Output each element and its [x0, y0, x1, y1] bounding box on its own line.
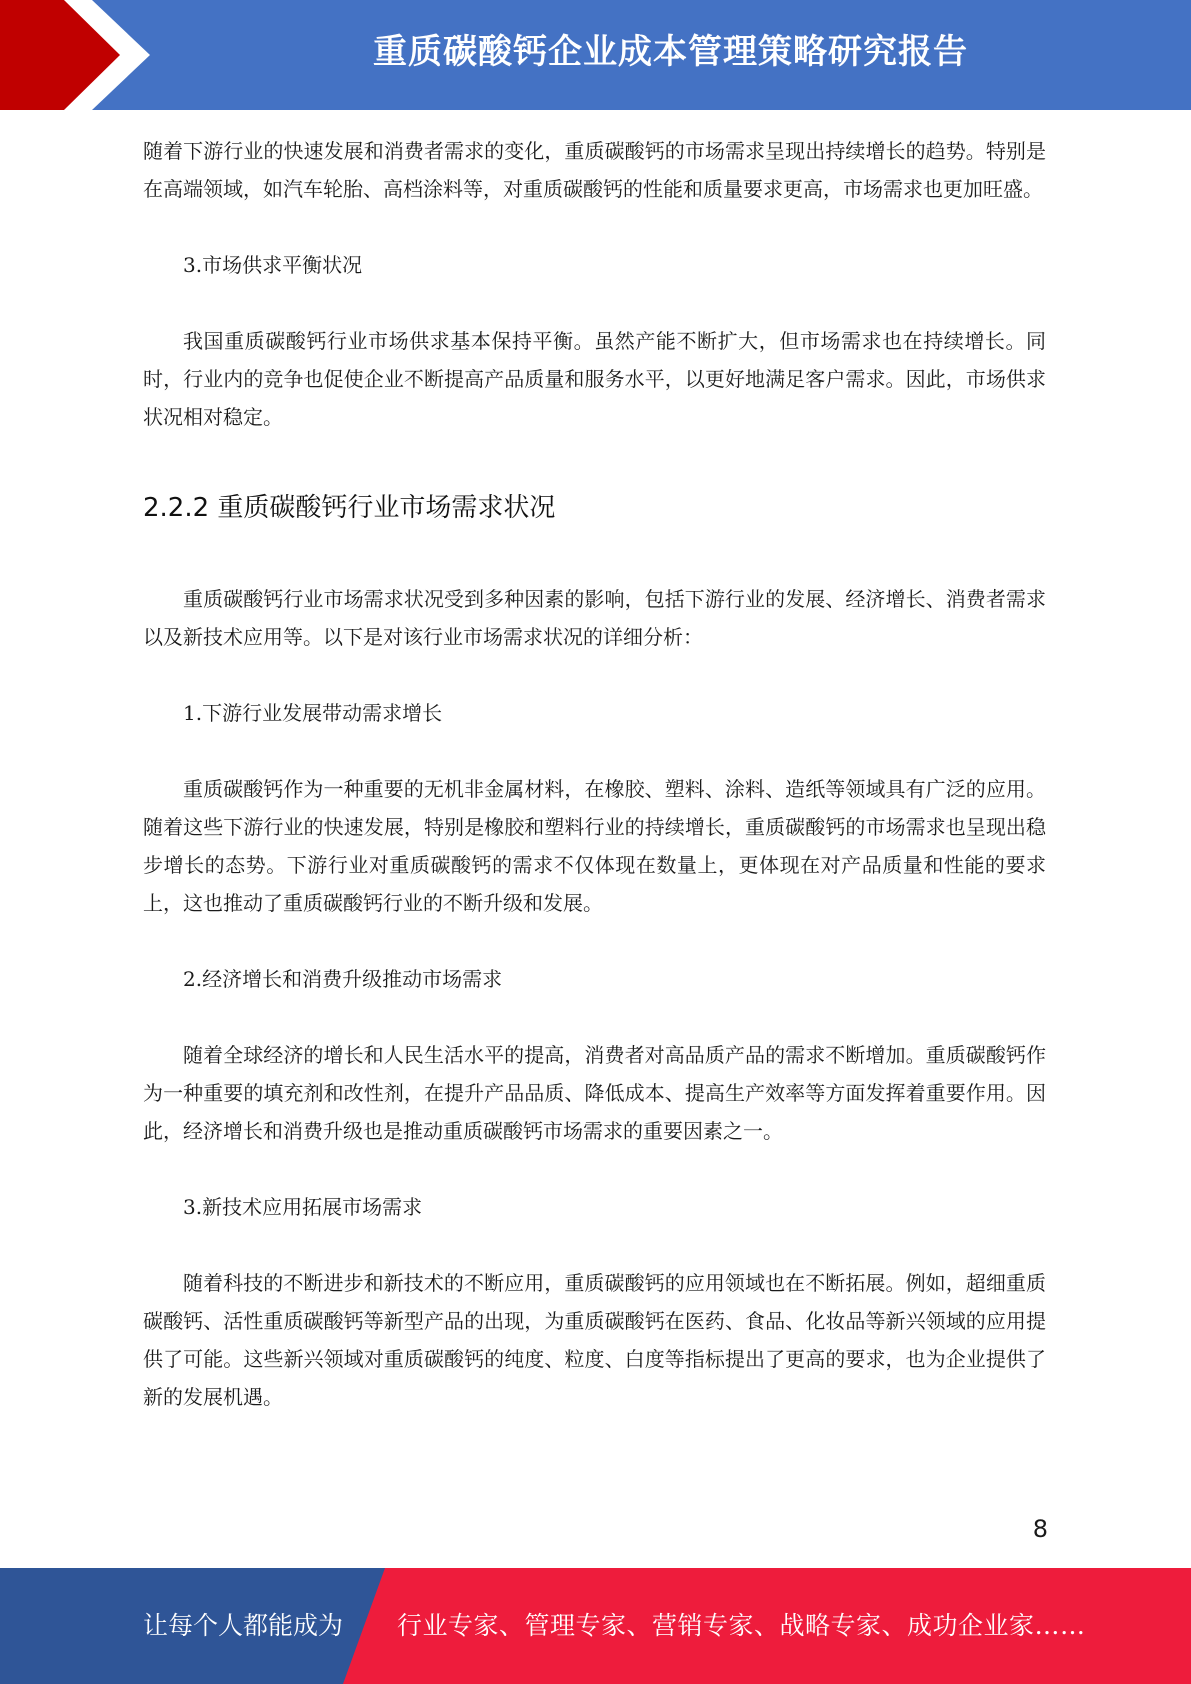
header-chevron-icon — [0, 0, 150, 110]
page-body — [143, 132, 1046, 1416]
subheading-downstream: 1.下游行业发展带动需求增长 — [183, 701, 443, 725]
page-number: 8 — [1032, 1515, 1048, 1543]
report-title: 重质碳酸钙企业成本管理策略研究报告 — [373, 32, 968, 72]
subheading-economic-growth: 2.经济增长和消费升级推动市场需求 — [183, 967, 503, 991]
downstream-paragraph: 重质碳酸钙作为一种重要的无机非金属材料，在橡胶、塑料、涂料、造纸等领域具有广泛的应用。随着这些下游行业的快速发展，特别是橡胶和塑料行业的持续增长，重质碳酸钙的市场需求也呈现出稳步增长的态势。下游行业对重质碳酸钙的需求不仅体现在数量上，更体现在对产品质量和性能的要求上，这也推动了重质碳酸钙行业的不断升级和发展。 — [143, 777, 1046, 915]
intro-paragraph: 随着下游行业的快速发展和消费者需求的变化，重质碳酸钙的市场需求呈现出持续增长的趋势。特别是在高端领域，如汽车轮胎、高档涂料等，对重质碳酸钙的性能和质量要求更高，市场需求也更加旺盛。 — [143, 139, 1046, 201]
subheading-supply-balance: 3.市场供求平衡状况 — [183, 253, 363, 277]
supply-balance-paragraph: 我国重质碳酸钙行业市场供求基本保持平衡。虽然产能不断扩大，但市场需求也在持续增长。同时，行业内的竞争也促使企业不断提高产品质量和服务水平，以更好地满足客户需求。因此，市场供求状况相对稳定。 — [143, 329, 1046, 429]
section-heading: 2.2.2 重质碳酸钙行业市场需求状况 — [143, 493, 556, 523]
new-technology-paragraph: 随着科技的不断进步和新技术的不断应用，重质碳酸钙的应用领域也在不断拓展。例如，超细重质碳酸钙、活性重质碳酸钙等新型产品的出现，为重质碳酸钙在医药、食品、化妆品等新兴领域的应用提供了可能。这些新兴领域对重质碳酸钙的纯度、粒度、白度等指标提出了更高的要求，也为企业提供了新的发展机遇。 — [143, 1271, 1046, 1409]
economic-growth-paragraph: 随着全球经济的增长和人民生活水平的提高，消费者对高品质产品的需求不断增加。重质碳酸钙作为一种重要的填充剂和改性剂，在提升产品品质、降低成本、提高生产效率等方面发挥着重要作用。因此，经济增长和消费升级也是推动重质碳酸钙市场需求的重要因素之一。 — [143, 1043, 1046, 1143]
section-intro-paragraph: 重质碳酸钙行业市场需求状况受到多种因素的影响，包括下游行业的发展、经济增长、消费者需求以及新技术应用等。以下是对该行业市场需求状况的详细分析： — [143, 587, 1046, 649]
page-header — [0, 0, 1191, 110]
footer-slogan-left: 让每个人都能成为 — [143, 1611, 344, 1640]
footer-slogan-right: 行业专家、管理专家、营销专家、战略专家、成功企业家…… — [397, 1611, 1086, 1640]
page-footer — [0, 1568, 1191, 1684]
subheading-new-technology: 3.新技术应用拓展市场需求 — [183, 1195, 423, 1219]
